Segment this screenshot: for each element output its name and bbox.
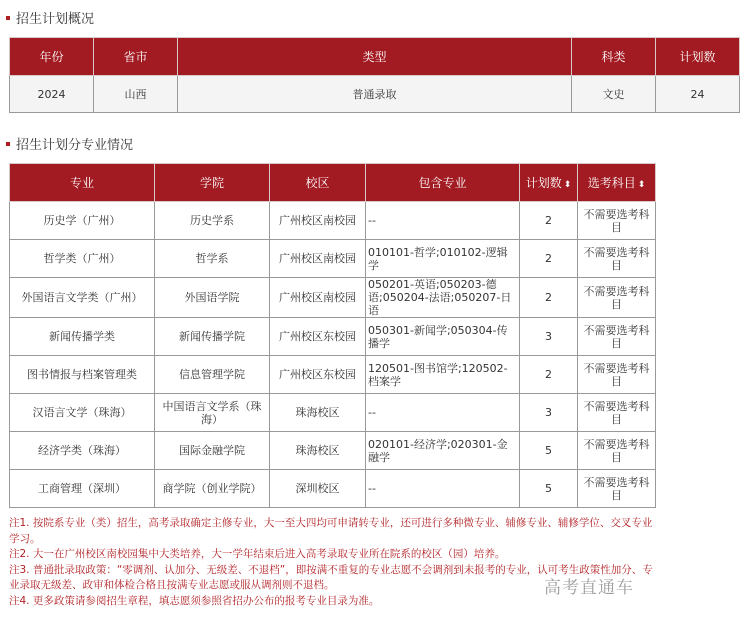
cell-plan-count: 5 xyxy=(520,470,578,508)
cell-plan-count: 2 xyxy=(520,240,578,278)
table-row xyxy=(10,278,656,318)
note-1: 注1. 按院系专业（类）招生，高考录取确定主修专业，大一至大四均可申请转专业，还可进行多种微专业、辅修专业、辅修学位、交叉专业学习。 xyxy=(9,517,653,545)
table-row xyxy=(10,470,656,508)
cell-major: 历史学（广州） xyxy=(10,202,155,240)
cell-plan-count: 2 xyxy=(520,278,578,318)
cell-campus: 深圳校区 xyxy=(270,470,366,508)
header-campus: 校区 xyxy=(270,164,366,202)
cell-category: 文史 xyxy=(572,76,656,113)
bullet-icon xyxy=(6,16,10,20)
cell-included-majors: -- xyxy=(366,202,520,240)
section-title-text: 招生计划概况 xyxy=(16,12,95,27)
cell-included-majors: 020101-经济学;020301-金融学 xyxy=(366,432,520,470)
cell-major: 哲学类（广州） xyxy=(10,240,155,278)
cell-college: 哲学系 xyxy=(155,240,270,278)
cell-college: 中国语言文学系（珠海） xyxy=(155,394,270,432)
cell-plan-count: 5 xyxy=(520,432,578,470)
sort-icon[interactable]: ⬍ xyxy=(563,180,572,190)
cell-included-majors: -- xyxy=(366,394,520,432)
cell-college: 国际金融学院 xyxy=(155,432,270,470)
section-title-text: 招生计划分专业情况 xyxy=(16,138,134,153)
table-row xyxy=(10,202,656,240)
cell-campus: 广州校区东校园 xyxy=(270,318,366,356)
cell-type: 普通录取 xyxy=(178,76,572,113)
cell-college: 外国语学院 xyxy=(155,278,270,318)
cell-required-subjects: 不需要选考科目 xyxy=(578,278,656,318)
table-row xyxy=(10,432,656,470)
header-plan-count-sortable[interactable] xyxy=(520,164,578,202)
cell-year: 2024 xyxy=(10,76,94,113)
cell-required-subjects: 不需要选考科目 xyxy=(578,356,656,394)
cell-plan-count: 24 xyxy=(656,76,740,113)
cell-required-subjects: 不需要选考科目 xyxy=(578,318,656,356)
watermark-text: 高考直通车 xyxy=(544,578,634,598)
header-major: 专业 xyxy=(10,164,155,202)
cell-college: 新闻传播学院 xyxy=(155,318,270,356)
section-title-majors xyxy=(6,134,133,153)
header-province: 省市 xyxy=(94,38,178,76)
header-category: 科类 xyxy=(572,38,656,76)
cell-included-majors: 050201-英语;050203-德语;050204-法语;050207-日语 xyxy=(366,278,520,318)
cell-included-majors: 120501-图书馆学;120502-档案学 xyxy=(366,356,520,394)
cell-province: 山西 xyxy=(94,76,178,113)
cell-college: 历史学系 xyxy=(155,202,270,240)
header-required-subjects-sortable[interactable] xyxy=(578,164,656,202)
cell-included-majors: 050301-新闻学;050304-传播学 xyxy=(366,318,520,356)
cell-college: 商学院（创业学院） xyxy=(155,470,270,508)
bullet-icon xyxy=(6,142,10,146)
cell-campus: 广州校区南校园 xyxy=(270,202,366,240)
header-year: 年份 xyxy=(10,38,94,76)
cell-major: 工商管理（深圳） xyxy=(10,470,155,508)
cell-major: 经济学类（珠海） xyxy=(10,432,155,470)
table-row xyxy=(10,356,656,394)
header-college: 学院 xyxy=(155,164,270,202)
cell-major: 新闻传播学类 xyxy=(10,318,155,356)
header-plan-count-label: 计划数 xyxy=(525,176,562,190)
header-included-majors: 包含专业 xyxy=(366,164,520,202)
cell-campus: 广州校区南校园 xyxy=(270,278,366,318)
major-plan-table xyxy=(9,163,656,508)
cell-required-subjects: 不需要选考科目 xyxy=(578,394,656,432)
cell-major: 汉语言文学（珠海） xyxy=(10,394,155,432)
cell-plan-count: 2 xyxy=(520,356,578,394)
table-row xyxy=(10,240,656,278)
cell-campus: 广州校区南校园 xyxy=(270,240,366,278)
cell-required-subjects: 不需要选考科目 xyxy=(578,240,656,278)
table-row xyxy=(10,394,656,432)
cell-required-subjects: 不需要选考科目 xyxy=(578,432,656,470)
cell-included-majors: 010101-哲学;010102-逻辑学 xyxy=(366,240,520,278)
cell-plan-count: 3 xyxy=(520,318,578,356)
cell-included-majors: -- xyxy=(366,470,520,508)
note-3: 注3. 普通批录取政策：“零调剂、认加分、无级差、不退档”，即按满不重复的专业志愿不会调剂到未报考的专业，认可考生政策性加分、专业录取无级差、政审和体检合格且按满专业志愿或服从调剂则不退档。 xyxy=(9,563,653,591)
header-plan-count: 计划数 xyxy=(656,38,740,76)
note-4: 注4. 更多政策请参阅招生章程，填志愿须参照省招办公布的报考专业目录为准。 xyxy=(9,594,380,607)
cell-required-subjects: 不需要选考科目 xyxy=(578,470,656,508)
note-2: 注2. 大一在广州校区南校园集中大类培养，大一学年结束后进入高考录取专业所在院系的校区（园）培养。 xyxy=(9,548,506,560)
cell-plan-count: 3 xyxy=(520,394,578,432)
header-required-subjects-label: 选考科目 xyxy=(587,176,636,190)
cell-college: 信息管理学院 xyxy=(155,356,270,394)
table-row xyxy=(10,318,656,356)
cell-major: 外国语言文学类（广州） xyxy=(10,278,155,318)
sort-icon[interactable]: ⬍ xyxy=(637,180,646,190)
cell-plan-count: 2 xyxy=(520,202,578,240)
cell-campus: 广州校区东校园 xyxy=(270,356,366,394)
section-title-overview xyxy=(6,8,94,27)
plan-overview-table xyxy=(9,37,740,113)
header-type: 类型 xyxy=(178,38,572,76)
table-row xyxy=(10,76,740,113)
cell-major: 图书情报与档案管理类 xyxy=(10,356,155,394)
cell-campus: 珠海校区 xyxy=(270,394,366,432)
cell-campus: 珠海校区 xyxy=(270,432,366,470)
cell-required-subjects: 不需要选考科目 xyxy=(578,202,656,240)
